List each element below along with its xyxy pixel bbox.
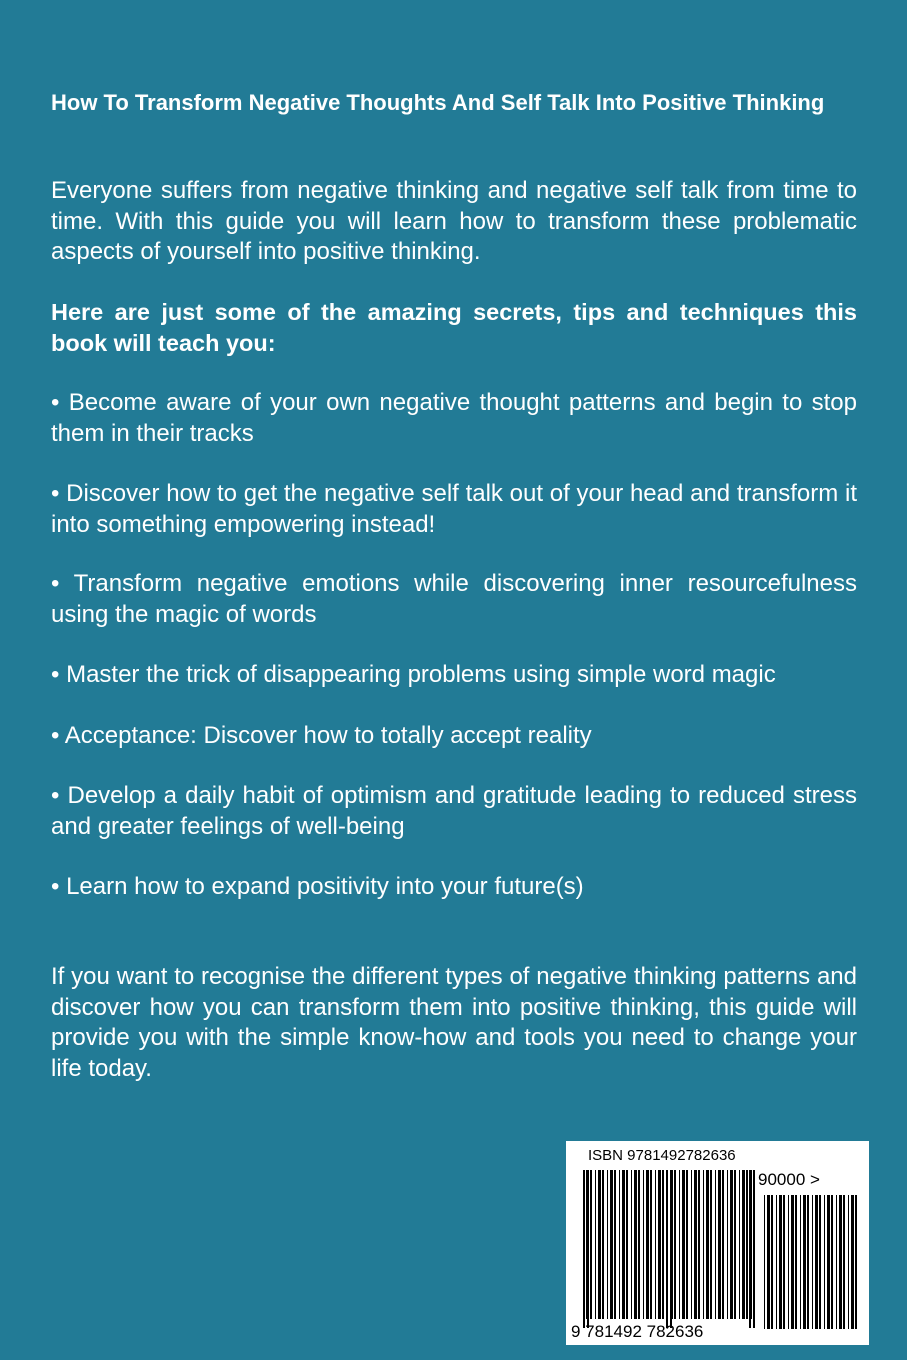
barcode-bar-14 bbox=[819, 1195, 821, 1329]
barcode-guard-4 bbox=[749, 1170, 751, 1328]
bullet-item: • Learn how to expand positivity into your future(s) bbox=[51, 873, 584, 900]
barcode-bar-20 bbox=[843, 1195, 845, 1329]
barcode-bar-26 bbox=[686, 1170, 688, 1319]
barcode-bar-4 bbox=[779, 1195, 782, 1329]
barcode-bar-42 bbox=[751, 1170, 752, 1319]
intro-paragraph: Everyone suffers from negative thinking and negative self talk from time to time. With this guide you will learn how to transform these problematic aspects of yourself into positive thinking. bbox=[51, 177, 857, 265]
barcode-bar-5 bbox=[602, 1170, 604, 1319]
barcode-guard-5 bbox=[753, 1170, 755, 1328]
bullet-item: • Acceptance: Discover how to totally accept reality bbox=[51, 722, 592, 749]
bullet-item: • Discover how to get the negative self talk out of your head and transform it into something empowering instead! bbox=[51, 480, 857, 538]
barcode-guard-0 bbox=[583, 1170, 585, 1328]
barcode-bar-7 bbox=[610, 1170, 613, 1319]
isbn-label: ISBN 9781492782636 bbox=[588, 1147, 736, 1164]
barcode-bar-35 bbox=[722, 1170, 724, 1319]
barcode-bar-18 bbox=[836, 1195, 837, 1329]
barcode-bar-6 bbox=[607, 1170, 608, 1319]
barcode-bar-14 bbox=[638, 1170, 640, 1319]
cover-heading: How To Transform Negative Thoughts And Self Talk Into Positive Thinking bbox=[51, 90, 825, 115]
barcode-bar-15 bbox=[824, 1195, 825, 1329]
barcode-bar-39 bbox=[739, 1170, 740, 1319]
barcode-bar-34 bbox=[718, 1170, 721, 1319]
barcode-bar-13 bbox=[815, 1195, 818, 1329]
bullet-item: • Transform negative emotions while discovering inner resourcefulness using the magic of words bbox=[51, 570, 857, 628]
bullet-item: • Become aware of your own negative thought patterns and begin to stop them in their tracks bbox=[51, 389, 857, 447]
barcode-guard-3 bbox=[670, 1170, 672, 1328]
barcode-bar-2 bbox=[590, 1170, 592, 1319]
barcode-bar-29 bbox=[698, 1170, 700, 1319]
bullet-item: • Master the trick of disappearing problems using simple word magic bbox=[51, 661, 776, 688]
barcode-bar-4 bbox=[598, 1170, 601, 1319]
barcode-guard-2 bbox=[666, 1170, 668, 1328]
barcode-bar-19 bbox=[658, 1170, 661, 1319]
barcode-bar-24 bbox=[679, 1170, 680, 1319]
barcode-bar-23 bbox=[855, 1195, 857, 1329]
barcode-bar-21 bbox=[848, 1195, 849, 1329]
barcode-bar-18 bbox=[655, 1170, 656, 1319]
barcode-bar-12 bbox=[631, 1170, 632, 1319]
barcode-bar-9 bbox=[619, 1170, 620, 1319]
barcode-bar-31 bbox=[706, 1170, 709, 1319]
barcode-bar-6 bbox=[788, 1195, 789, 1329]
barcode-bar-17 bbox=[831, 1195, 833, 1329]
barcode-bar-13 bbox=[634, 1170, 637, 1319]
barcode-bar-23 bbox=[674, 1170, 676, 1319]
barcode-guard-1 bbox=[587, 1170, 589, 1328]
barcode-bar-38 bbox=[734, 1170, 736, 1319]
barcode-bar-20 bbox=[662, 1170, 664, 1319]
barcode-bar-41 bbox=[746, 1170, 748, 1319]
barcode-bar-28 bbox=[694, 1170, 697, 1319]
barcode-bar-3 bbox=[595, 1170, 596, 1319]
barcode-bar-17 bbox=[650, 1170, 652, 1319]
price-code: 90000 > bbox=[758, 1170, 820, 1189]
closing-paragraph: If you want to recognise the different types of negative thinking patterns and discover how you can transform them into positive thinking, this guide will provide you with the simple know-how and tools you need to change your life today. bbox=[51, 963, 857, 1082]
barcode-bar-22 bbox=[851, 1195, 854, 1329]
barcode-bar-40 bbox=[742, 1170, 745, 1319]
barcode-bar-8 bbox=[795, 1195, 797, 1329]
barcode-bar-5 bbox=[783, 1195, 785, 1329]
barcode-bar-9 bbox=[800, 1195, 801, 1329]
barcode-bar-36 bbox=[727, 1170, 728, 1319]
barcode-bar-10 bbox=[622, 1170, 625, 1319]
barcode-bar-33 bbox=[715, 1170, 716, 1319]
barcode-bar-32 bbox=[710, 1170, 712, 1319]
barcode-bar-10 bbox=[803, 1195, 806, 1329]
barcode-bar-3 bbox=[776, 1195, 777, 1329]
barcode-bar-37 bbox=[730, 1170, 733, 1319]
barcode-bar-11 bbox=[626, 1170, 628, 1319]
bullet-item: • Develop a daily habit of optimism and gratitude leading to reduced stress and greater feelings of well-being bbox=[51, 782, 857, 840]
barcode-digits: 9 781492 782636 bbox=[571, 1322, 704, 1341]
barcode-bar-25 bbox=[682, 1170, 685, 1319]
barcode-bar-15 bbox=[643, 1170, 644, 1319]
barcode-bar-0 bbox=[764, 1195, 765, 1329]
barcode-bar-2 bbox=[771, 1195, 773, 1329]
barcode-bar-12 bbox=[812, 1195, 813, 1329]
barcode-bar-27 bbox=[691, 1170, 692, 1319]
barcode-bar-11 bbox=[807, 1195, 809, 1329]
barcode-bar-30 bbox=[703, 1170, 704, 1319]
isbn-barcode bbox=[566, 1141, 869, 1345]
barcode-bar-19 bbox=[839, 1195, 842, 1329]
barcode-bar-1 bbox=[767, 1195, 770, 1329]
barcode-bars bbox=[566, 1141, 869, 1345]
barcode-bar-16 bbox=[827, 1195, 830, 1329]
barcode-bar-16 bbox=[646, 1170, 649, 1319]
teaser-paragraph: Here are just some of the amazing secrets, tips and techniques this book will teach you: bbox=[51, 299, 857, 356]
barcode-bar-7 bbox=[791, 1195, 794, 1329]
barcode-bar-8 bbox=[614, 1170, 616, 1319]
